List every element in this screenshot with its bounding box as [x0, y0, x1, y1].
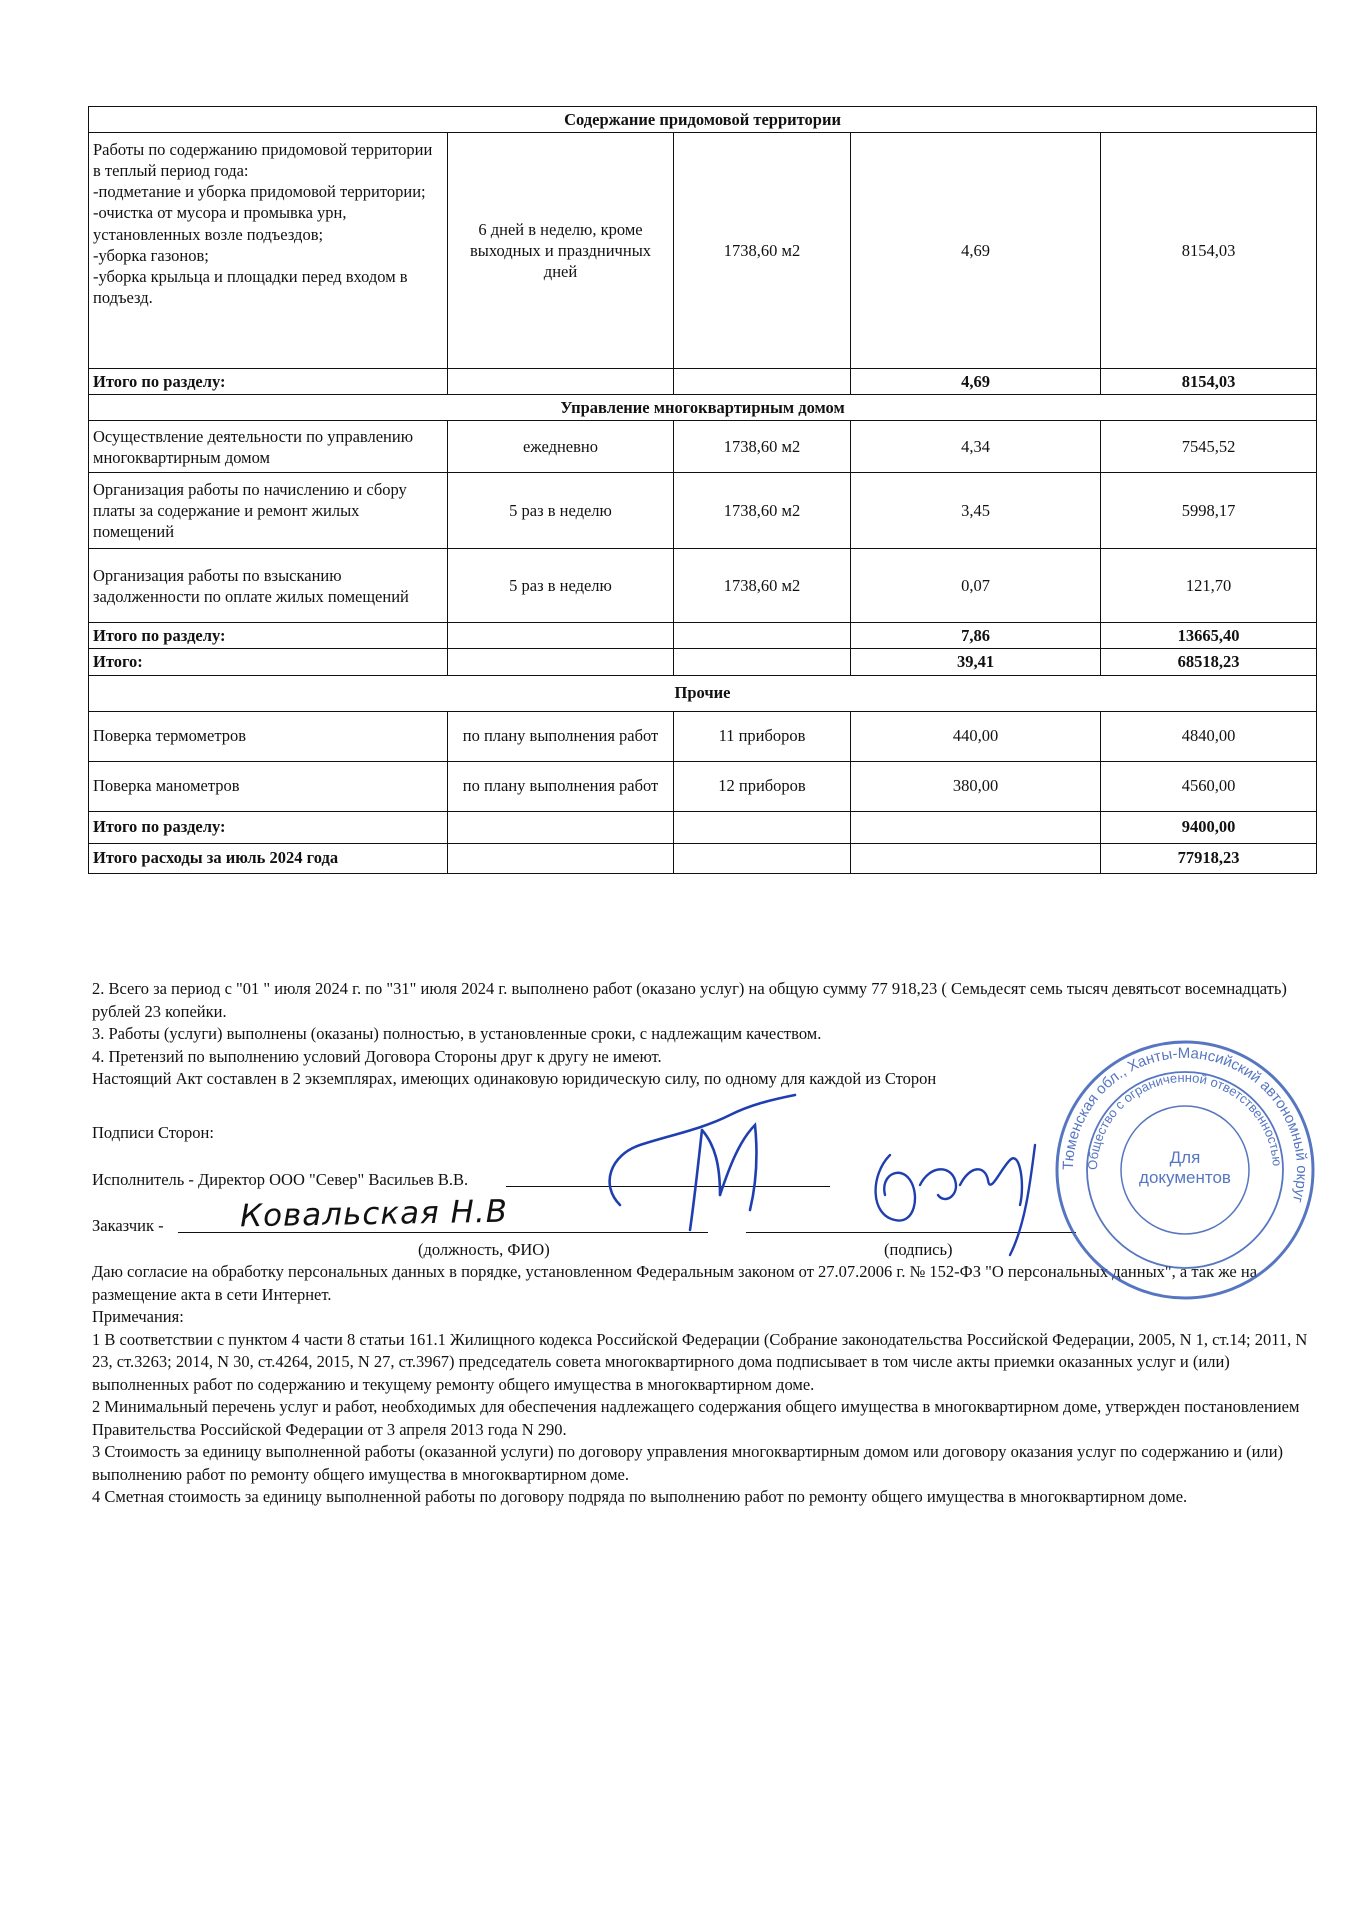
stamp-center-text-2: документов [1139, 1168, 1231, 1187]
service-name: Осуществление деятельности по управлению многоквартирным домом [89, 421, 448, 473]
section-header: Управление многоквартирным домом [89, 395, 1317, 421]
total-rate: 39,41 [851, 649, 1101, 675]
signatures-title: Подписи Сторон: [92, 1123, 214, 1142]
service-sum: 121,70 [1101, 549, 1317, 623]
section-header: Прочие [89, 675, 1317, 711]
service-rate: 440,00 [851, 711, 1101, 761]
note-1: 1 В соответствии с пунктом 4 части 8 статьи 161.1 Жилищного кодекса Российской Федерации (Собрание законодательства Российской Федерации, 2005, N 1, ст.14; 2011, N 23, ст.3263; 2014, N 30, ст.4264, 2015, N 27, ст.3967) председатель совета многоквартирного дома подписывает в том числе акты приемки оказанных услуг и (или) выполненных работ по содержанию и текущему ремонту общего имущества в многоквартирном доме. [92, 1329, 1308, 1394]
total-sum: 9400,00 [1101, 811, 1317, 843]
service-rate: 4,69 [851, 133, 1101, 369]
note-4: 4 Сметная стоимость за единицу выполненной работы по договору подряда по выполнению работ по ремонту общего имущества в многоквартирном доме. [92, 1487, 1188, 1506]
stamp-ring-text: Тюменская обл., Ханты-Мансийский автономный округ [1059, 1044, 1311, 1205]
table-row [89, 761, 1317, 811]
service-quantity: 11 приборов [674, 711, 851, 761]
service-quantity: 12 приборов [674, 761, 851, 811]
service-sum: 4560,00 [1101, 761, 1317, 811]
service-rate: 4,34 [851, 421, 1101, 473]
service-sum: 4840,00 [1101, 711, 1317, 761]
consent-text: Даю согласие на обработку персональных данных в порядке, установленном Федеральным законом от 27.07.2006 г. № 152-ФЗ "О персональных данных", а так же на размещение акта в сети Интернет. [92, 1262, 1258, 1304]
service-quantity: 1738,60 м2 [674, 133, 851, 369]
service-sum: 7545,52 [1101, 421, 1317, 473]
paragraph-total: 2. Всего за период с "01 " июля 2024 г. по "31" июля 2024 г. выполнено работ (оказано услуг) на общую сумму 77 918,23 ( Семьдесят семь тысяч девятьсот восемнадцать) рублей 23 копейки. [92, 979, 1287, 1021]
service-name: Поверка термометров [89, 711, 448, 761]
customer-signature [860, 1125, 1060, 1260]
service-name: Поверка манометров [89, 761, 448, 811]
total-label: Итого расходы за июль 2024 года [89, 843, 448, 873]
total-sum: 8154,03 [1101, 369, 1317, 395]
service-quantity: 1738,60 м2 [674, 549, 851, 623]
total-label: Итого по разделу: [89, 811, 448, 843]
service-frequency: ежедневно [448, 421, 674, 473]
paragraph-copies: Настоящий Акт составлен в 2 экземплярах, имеющих одинаковую юридическую силу, по одному для каждой из Сторон [92, 1069, 937, 1088]
customer-handwritten-name: Ковальская Н.В [239, 1193, 509, 1235]
organization-stamp [1050, 1035, 1320, 1305]
total-sum: 13665,40 [1101, 623, 1317, 649]
section-header-row [89, 675, 1317, 711]
table-row [89, 711, 1317, 761]
service-rate: 3,45 [851, 473, 1101, 549]
services-table [88, 106, 1317, 874]
service-rate: 380,00 [851, 761, 1101, 811]
table-row [89, 473, 1317, 549]
total-rate: 4,69 [851, 369, 1101, 395]
section-total-row [89, 811, 1317, 843]
executor-signature [580, 1085, 810, 1235]
note-2: 2 Минимальный перечень услуг и работ, необходимых для обеспечения надлежащего содержания общего имущества в многоквартирном доме, утвержден постановлением Правительства Российской Федерации от 3 апреля 2013 года N 290. [92, 1397, 1300, 1439]
total-sum: 68518,23 [1101, 649, 1317, 675]
table-row [89, 133, 1317, 369]
grand-total-row [89, 843, 1317, 873]
executor-label: Исполнитель - Директор ООО "Север" Васильев В.В. [92, 1170, 469, 1189]
service-name: Организация работы по взысканию задолженности по оплате жилых помещений [89, 549, 448, 623]
stamp-org-text: Общество с ограниченной ответственностью [1084, 1069, 1286, 1171]
service-frequency: 5 раз в неделю [448, 549, 674, 623]
total-label: Итого: [89, 649, 448, 675]
table-row [89, 549, 1317, 623]
service-quantity: 1738,60 м2 [674, 473, 851, 549]
section-header: Содержание придомовой территории [89, 107, 1317, 133]
service-frequency: по плану выполнения работ [448, 711, 674, 761]
service-sum: 5998,17 [1101, 473, 1317, 549]
paragraph-quality: 3. Работы (услуги) выполнены (оказаны) полностью, в установленные сроки, с надлежащим качеством. [92, 1024, 822, 1043]
section-total-row [89, 623, 1317, 649]
service-name: Работы по содержанию придомовой территории в теплый период года: -подметание и уборка придомовой территории; -очистка от мусора и промывка урн, установленных возле подъездов; -уборка газонов; -уборка крыльца и площадки перед входом в подъезд. [89, 133, 448, 369]
position-fio-caption: (должность, ФИО) [418, 1240, 550, 1259]
note-3: 3 Стоимость за единицу выполненной работы (оказанной услуги) по договору управления многоквартирным домом или договору оказания услуг по содержанию и (или) выполнению работ по ремонту общего имущества в многоквартирном доме. [92, 1442, 1284, 1484]
service-rate: 0,07 [851, 549, 1101, 623]
paragraph-claims: 4. Претензий по выполнению условий Договора Стороны друг к другу не имеют. [92, 1046, 662, 1066]
section-header-row [89, 395, 1317, 421]
total-label: Итого по разделу: [89, 369, 448, 395]
grand-subtotal-row [89, 649, 1317, 675]
table-row [89, 421, 1317, 473]
total-label: Итого по разделу: [89, 623, 448, 649]
service-quantity: 1738,60 м2 [674, 421, 851, 473]
total-sum: 77918,23 [1101, 843, 1317, 873]
stamp-center-text: Для [1169, 1148, 1201, 1167]
service-frequency: 5 раз в неделю [448, 473, 674, 549]
customer-label: Заказчик - [92, 1216, 164, 1235]
service-name: Организация работы по начислению и сбору платы за содержание и ремонт жилых помещений [89, 473, 448, 549]
section-total-row [89, 369, 1317, 395]
total-rate: 7,86 [851, 623, 1101, 649]
service-sum: 8154,03 [1101, 133, 1317, 369]
service-frequency: по плану выполнения работ [448, 761, 674, 811]
service-frequency: 6 дней в неделю, кроме выходных и праздничных дней [448, 133, 674, 369]
signature-caption: (подпись) [884, 1240, 953, 1259]
section-header-row [89, 107, 1317, 133]
notes-title: Примечания: [92, 1307, 184, 1326]
